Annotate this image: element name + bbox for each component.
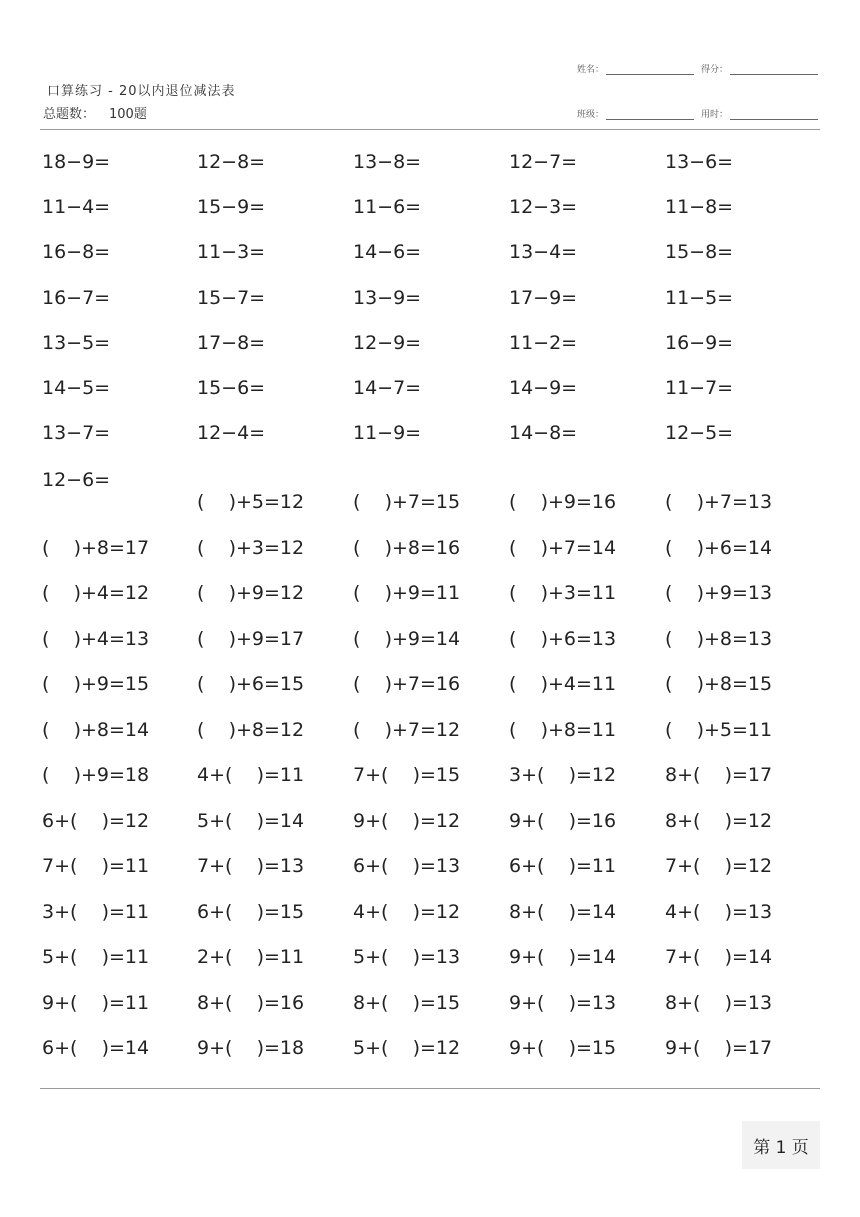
problem-item: ( )+9=13: [665, 582, 773, 605]
problem-item: 14−8=: [509, 422, 578, 445]
problem-item: ( )+3=12: [197, 537, 305, 559]
problem-item: 9+( )=15: [509, 1036, 617, 1059]
problem-item: 4+( )=12: [353, 900, 461, 923]
problem-item: 17−9=: [509, 286, 578, 309]
problem-item: ( )+9=11: [353, 582, 461, 605]
problem-item: ( )+9=14: [353, 627, 461, 650]
problem-item: ( )+7=14: [509, 537, 617, 559]
problem-item: 7+( )=13: [197, 855, 305, 878]
problem-item: 7+( )=15: [353, 764, 461, 787]
problem-item: 16−9=: [665, 331, 734, 354]
problem-item: 15−8=: [665, 241, 734, 264]
problem-item: ( )+6=13: [509, 627, 617, 650]
problem-item: ( )+8=17: [42, 537, 150, 559]
class-blank[interactable]: [606, 110, 694, 120]
time-field[interactable]: [701, 107, 818, 120]
name-label: 姓名：: [577, 65, 605, 75]
problem-item: 11−5=: [665, 286, 734, 309]
problem-item: 12−6=: [42, 469, 111, 491]
footer-divider: [40, 1088, 820, 1089]
problem-item: 6+( )=11: [509, 855, 617, 878]
problem-item: 5+( )=14: [197, 809, 305, 832]
problem-item: ( )+7=16: [353, 673, 461, 696]
problem-item: 6+( )=12: [42, 809, 150, 832]
problem-item: 15−6=: [197, 377, 266, 399]
problem-item: 9+( )=12: [353, 809, 461, 832]
problem-item: 4+( )=13: [665, 900, 773, 923]
problem-item: 11−3=: [197, 241, 266, 264]
problem-item: 5+( )=13: [353, 946, 461, 969]
problem-item: 12−8=: [197, 151, 266, 173]
problem-item: ( )+7=15: [353, 491, 461, 513]
problem-item: ( )+7=12: [353, 718, 461, 741]
problem-item: 12−5=: [665, 422, 734, 445]
score-field[interactable]: [701, 62, 818, 75]
problem-item: 9+( )=11: [42, 991, 150, 1014]
worksheet-title: 口算练习 - 20以内退位减法表: [47, 84, 236, 99]
problem-item: 8+( )=13: [665, 991, 773, 1014]
problem-item: ( )+8=11: [509, 718, 617, 741]
problem-item: 5+( )=12: [353, 1036, 461, 1059]
problem-item: 9+( )=17: [665, 1036, 773, 1059]
problem-item: 8+( )=15: [353, 991, 461, 1014]
problem-item: 12−3=: [509, 196, 578, 219]
problem-item: 5+( )=11: [42, 946, 150, 969]
problem-item: 14−6=: [353, 241, 422, 264]
problem-item: ( )+8=16: [353, 537, 461, 559]
page-number-badge: [742, 1121, 820, 1169]
problem-item: 4+( )=11: [197, 764, 305, 787]
problem-item: 8+( )=17: [665, 764, 773, 787]
problem-item: 11−2=: [509, 331, 578, 354]
score-blank[interactable]: [730, 65, 818, 75]
time-blank[interactable]: [730, 110, 818, 120]
problem-item: 18−9=: [42, 151, 111, 173]
score-label: 得分：: [701, 65, 729, 75]
page-number: 第 1 页: [753, 1137, 809, 1158]
time-label: 用时：: [701, 110, 729, 120]
problem-item: 8+( )=16: [197, 991, 305, 1014]
problem-item: ( )+6=15: [197, 673, 305, 696]
problem-item: 13−6=: [665, 151, 734, 173]
problem-item: 12−9=: [353, 331, 422, 354]
problem-item: 6+( )=15: [197, 900, 305, 923]
problem-item: 11−8=: [665, 196, 734, 219]
problem-item: 13−8=: [353, 151, 422, 173]
problem-item: 3+( )=12: [509, 764, 617, 787]
problem-item: ( )+9=12: [197, 582, 305, 605]
class-label: 班级：: [577, 110, 605, 120]
problem-item: 8+( )=14: [509, 900, 617, 923]
problem-item: 11−9=: [353, 422, 422, 445]
problem-item: 15−7=: [197, 286, 266, 309]
problem-item: ( )+8=12: [197, 718, 305, 741]
problem-item: 9+( )=13: [509, 991, 617, 1014]
total-label: 总题数：: [43, 107, 96, 122]
problem-item: 12−4=: [197, 422, 266, 445]
problem-item: ( )+4=12: [42, 582, 150, 605]
problem-item: 9+( )=14: [509, 946, 617, 969]
problem-item: 11−4=: [42, 196, 111, 219]
problem-item: 3+( )=11: [42, 900, 150, 923]
name-field[interactable]: [577, 62, 694, 75]
problem-item: 9+( )=18: [197, 1036, 305, 1059]
problem-item: ( )+7=13: [665, 491, 773, 513]
problem-item: 11−6=: [353, 196, 422, 219]
problem-item: 2+( )=11: [197, 946, 305, 969]
problem-item: 7+( )=14: [665, 946, 773, 969]
problem-item: 13−9=: [353, 286, 422, 309]
problem-item: ( )+5=12: [197, 491, 305, 513]
problem-item: ( )+8=13: [665, 627, 773, 650]
problem-item: 11−7=: [665, 377, 734, 399]
problem-item: ( )+9=16: [509, 491, 617, 513]
problem-item: 16−8=: [42, 241, 111, 264]
problem-item: ( )+9=15: [42, 673, 150, 696]
problem-item: 17−8=: [197, 331, 266, 354]
problem-item: ( )+6=14: [665, 537, 773, 559]
problem-item: 6+( )=13: [353, 855, 461, 878]
problem-item: 7+( )=11: [42, 855, 150, 878]
problem-item: 13−7=: [42, 422, 111, 445]
problem-item: 9+( )=16: [509, 809, 617, 832]
problem-item: 14−7=: [353, 377, 422, 399]
problem-item: ( )+3=11: [509, 582, 617, 605]
problem-item: 14−9=: [509, 377, 578, 399]
problem-item: 12−7=: [509, 151, 578, 173]
problem-item: ( )+4=13: [42, 627, 150, 650]
problem-item: 13−4=: [509, 241, 578, 264]
problem-item: 6+( )=14: [42, 1036, 150, 1059]
header-divider: [40, 129, 820, 130]
name-blank[interactable]: [606, 65, 694, 75]
total-questions: [43, 103, 147, 122]
problem-item: 7+( )=12: [665, 855, 773, 878]
problem-item: 13−5=: [42, 331, 111, 354]
problem-item: 14−5=: [42, 377, 111, 399]
class-field[interactable]: [577, 107, 694, 120]
problem-item: ( )+9=17: [197, 627, 305, 650]
problem-item: 15−9=: [197, 196, 266, 219]
problem-item: 8+( )=12: [665, 809, 773, 832]
problem-item: ( )+9=18: [42, 764, 150, 787]
problem-item: ( )+5=11: [665, 718, 773, 741]
problem-item: ( )+8=14: [42, 718, 150, 741]
problem-item: ( )+8=15: [665, 673, 773, 696]
problem-item: 16−7=: [42, 286, 111, 309]
problem-item: ( )+4=11: [509, 673, 617, 696]
total-value: 100题: [109, 107, 147, 122]
